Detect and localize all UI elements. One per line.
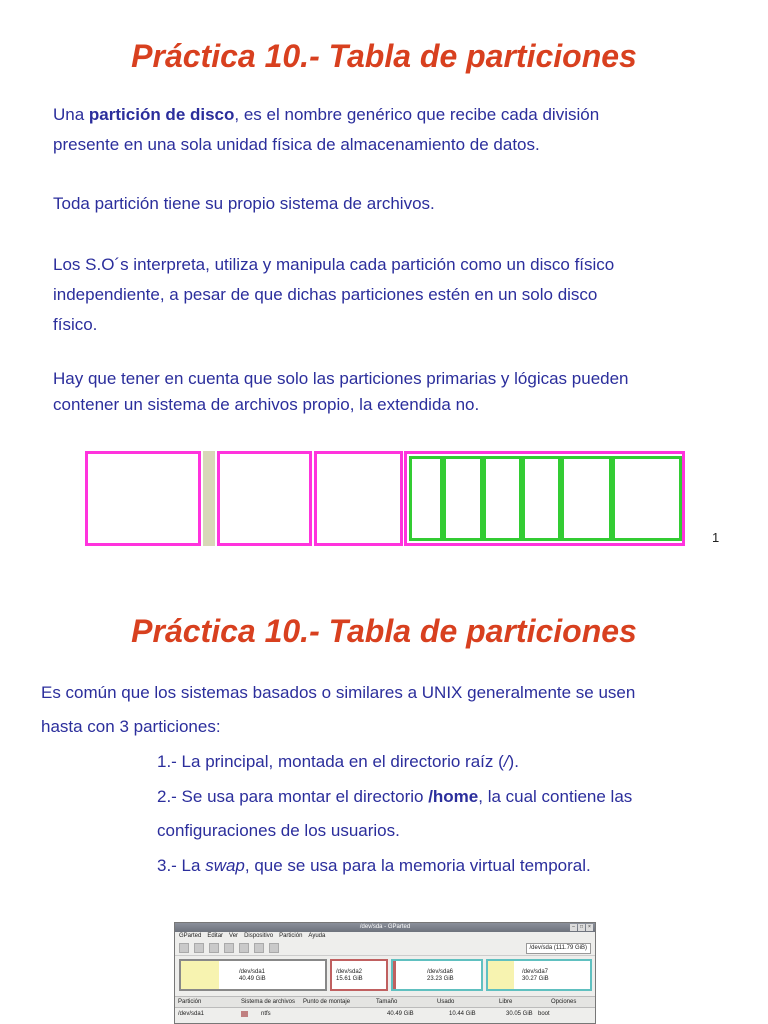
gparted-toolbar [175,941,595,956]
delete-icon[interactable] [194,943,204,953]
resize-icon[interactable] [209,943,219,953]
menu-particion[interactable]: Partición [279,933,303,939]
menu-ver[interactable]: Ver [229,933,239,939]
page-number: 1 [712,530,720,545]
extended-partition [404,451,685,546]
partition-term: partición de disco [88,105,235,124]
partition-sda2[interactable]: /dev/sda2 15.61 GiB [330,959,388,991]
gparted-titlebar: /dev/sda - GParted – □ × [175,923,595,932]
undo-icon[interactable] [254,943,264,953]
partition-sda7[interactable]: /dev/sda7 30.27 GiB [486,959,592,991]
slide2-intro-line1: Es común que los sistemas basados o similares a UNIX generalmente se usen [41,683,636,702]
logical-partition-3 [483,456,522,541]
device-selector[interactable]: /dev/sda (111.79 GiB) [526,943,591,954]
list-item-2-continued: configuraciones de los usuarios. [157,821,400,840]
partition-table-header: Partición Sistema de archivos Punto de montaje Tamaño Usado Libre Opciones [175,996,595,1008]
list-item-3: 3.- La swap, que se usa para la memoria virtual temporal. [157,856,591,875]
slide1-paragraph-1: Una partición de disco, es el nombre genérico que recibe cada división presente en una sola unidad física de almacenamiento de datos. [53,105,600,154]
slide2-intro-line2: hasta con 3 particiones: [41,717,221,736]
minimize-icon[interactable]: – [570,924,577,931]
menu-editar[interactable]: Editar [207,933,224,939]
copy-icon[interactable] [224,943,234,953]
table-row[interactable]: /dev/sda1 ntfs 40.49 GiB 10.44 GiB 30.05 GiB boot [178,1011,550,1017]
primary-partition-1 [85,451,201,546]
gparted-menubar [175,932,595,941]
logical-partition-1 [409,456,443,541]
primary-partition-3 [314,451,403,546]
maximize-icon[interactable]: □ [579,924,584,930]
gparted-screenshot [174,922,596,1024]
slide2-title: Práctica 10.- Tabla de particiones [131,613,637,649]
logical-partition-4 [522,456,561,541]
fs-color-swatch [241,1011,248,1017]
primary-partition-2 [217,451,312,546]
new-icon[interactable] [179,943,189,953]
slide1-paragraph-3: Los S.O´s interpreta, utiliza y manipula cada partición como un disco físico independiente, a pesar de que dichas particiones estén en un solo disco físico. [53,255,615,334]
partition-sda6[interactable]: /dev/sda6 23.23 GiB [391,959,483,991]
logical-partition-2 [443,456,483,541]
logical-partition-5 [561,456,612,541]
partition-sda1[interactable]: /dev/sda1 40.49 GiB [179,959,327,991]
menu-gparted[interactable]: GParted [179,933,202,939]
partition-bar [179,959,591,993]
slide1-title: Práctica 10.- Tabla de particiones [131,38,637,74]
unallocated-space [203,451,215,546]
slide1-paragraph-4: Hay que tener en cuenta que solo las particiones primarias y lógicas pueden contener un sistema de archivos propio, la extendida no. [53,369,629,414]
slide1-paragraph-2: Toda partición tiene su propio sistema de archivos. [53,194,435,213]
menu-dispositivo[interactable]: Dispositivo [244,933,274,939]
close-icon[interactable]: × [586,924,593,931]
list-item-1: 1.- La principal, montada en el directorio raíz (/). [157,752,519,771]
menu-ayuda[interactable]: Ayuda [308,933,326,939]
list-item-2: 2.- Se usa para montar el directorio /home, la cual contiene las [157,787,633,806]
paste-icon[interactable] [239,943,249,953]
logical-partition-6 [612,456,682,541]
apply-icon[interactable] [269,943,279,953]
